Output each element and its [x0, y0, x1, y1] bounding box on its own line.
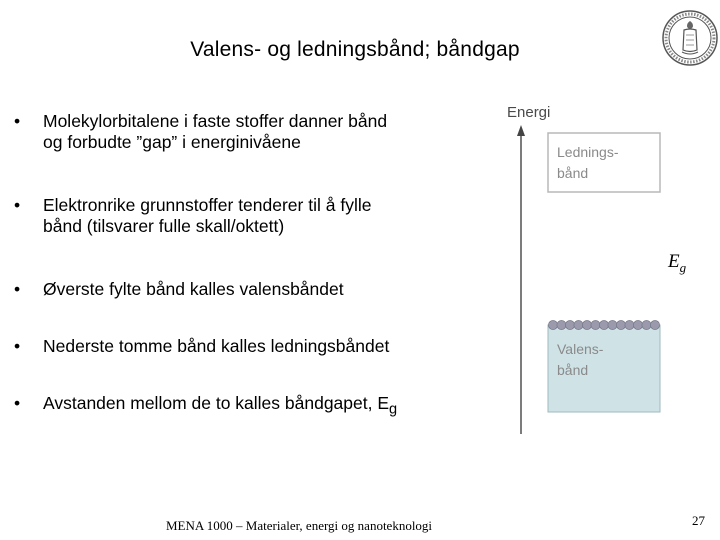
valence-band-label: Valens-: [557, 341, 604, 357]
valence-band-label: bånd: [557, 362, 589, 378]
bullet-marker: •: [14, 336, 21, 356]
band-gap-symbol: E: [668, 251, 680, 272]
electron-dot: [608, 320, 617, 329]
page-number: 27: [692, 513, 705, 528]
bullet-subscript: g: [389, 401, 398, 418]
bullet-text: [43, 393, 473, 421]
footer-course-text: MENA 1000 – Materialer, energi og nanoteknologi: [166, 518, 433, 533]
electron-dot: [633, 320, 642, 329]
electron-dot: [625, 320, 634, 329]
electron-dot: [616, 320, 625, 329]
electron-dot: [548, 320, 557, 329]
electron-dot: [565, 320, 574, 329]
conduction-band-label: bånd: [557, 165, 589, 181]
bullet-line: og forbudte ”gap” i energinivåene: [43, 132, 301, 152]
electron-dot: [650, 320, 659, 329]
energy-axis-arrowhead: [517, 125, 525, 136]
electron-dot: [582, 320, 591, 329]
electron-dot: [557, 320, 566, 329]
bullet-text: [43, 195, 473, 237]
bullet-marker: •: [14, 279, 21, 299]
bullet-line: Elektronrike grunnstoffer tenderer til å fylle: [43, 195, 372, 215]
bullet-line: Øverste fylte bånd kalles valensbåndet: [43, 279, 344, 299]
slide-title-text: Valens- og ledningsbånd; båndgap: [190, 38, 520, 61]
electron-dot: [642, 320, 651, 329]
bullet-text: [43, 279, 473, 300]
electron-dot: [599, 320, 608, 329]
bullet-text: [43, 336, 473, 357]
bullet-text: [43, 111, 473, 153]
bullet-marker: •: [14, 111, 21, 131]
bullet-line: Molekylorbitalene i faste stoffer danner bånd: [43, 111, 388, 131]
valence-electrons: [548, 320, 659, 329]
bullet-line: Avstanden mellom de to kalles båndgapet, E: [43, 393, 390, 413]
conduction-band-label: Lednings-: [557, 144, 619, 160]
university-seal-icon: [662, 8, 720, 68]
bullet-line: bånd (tilsvarer fulle skall/oktett): [43, 216, 285, 236]
band-gap-diagram: [500, 95, 720, 440]
electron-dot: [574, 320, 583, 329]
conduction-band: [548, 133, 660, 192]
electron-dot: [591, 320, 600, 329]
bullet-marker: •: [14, 195, 21, 215]
band-gap-label: [667, 251, 687, 275]
energy-axis-label: Energi: [507, 104, 551, 121]
bullet-marker: •: [14, 393, 21, 413]
bullet-line: Nederste tomme bånd kalles ledningsbåndet: [43, 336, 390, 356]
band-gap-subscript: g: [679, 260, 687, 275]
slide-title: [0, 38, 720, 62]
